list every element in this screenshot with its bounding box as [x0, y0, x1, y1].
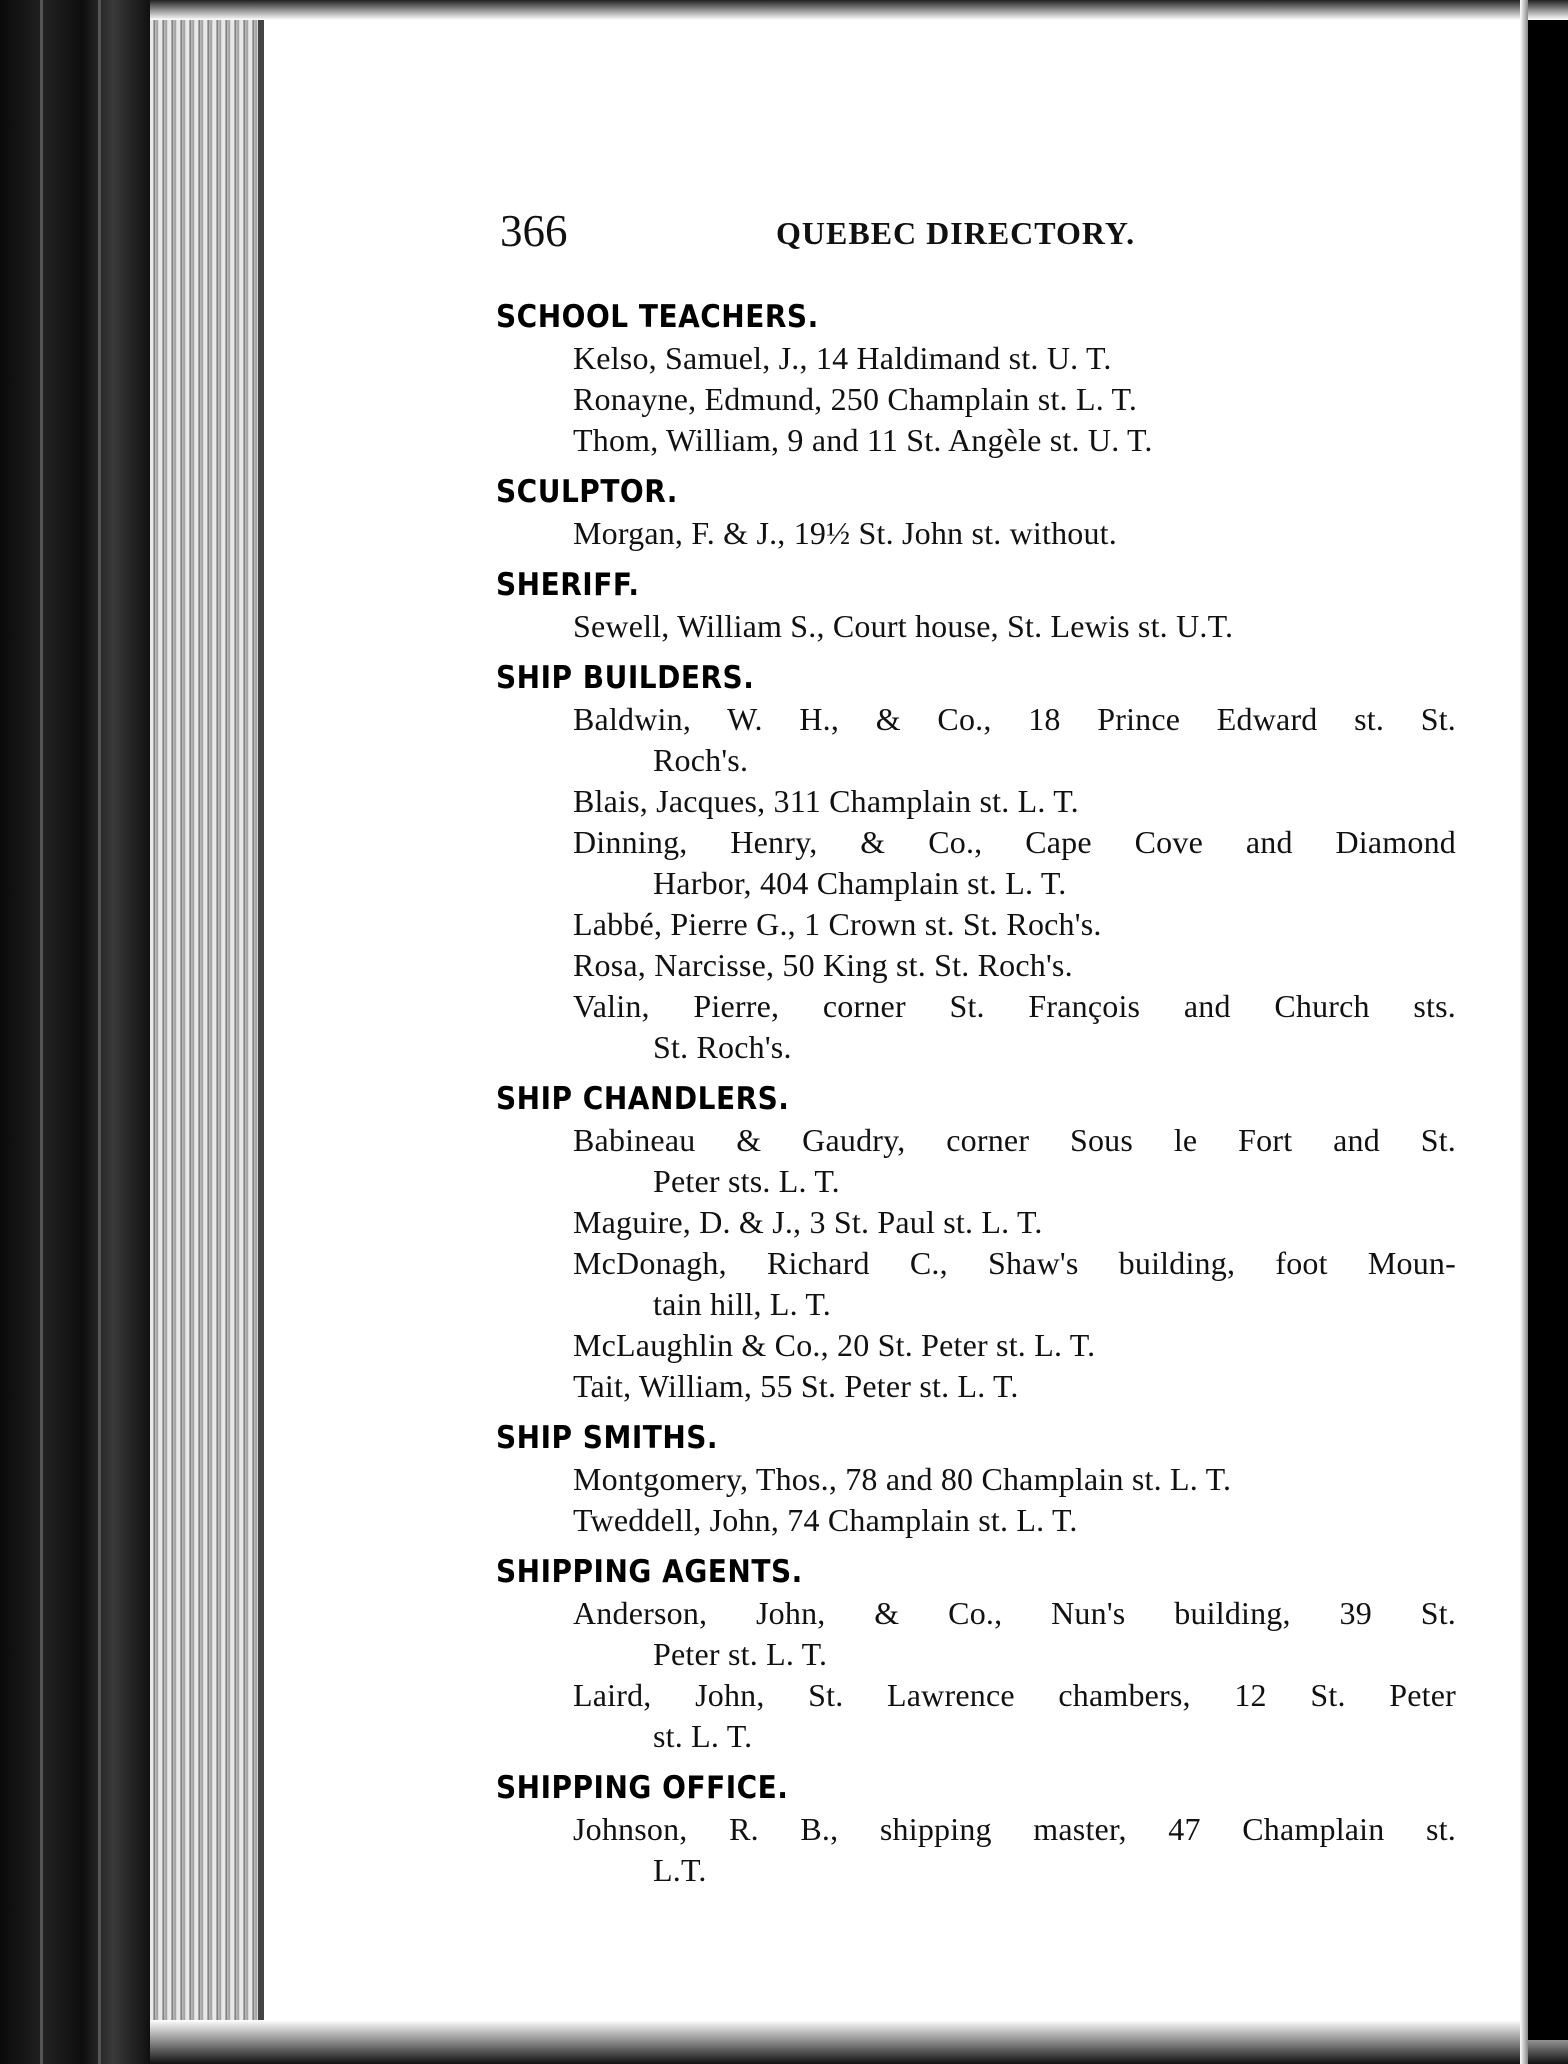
directory-entry: [496, 1459, 1456, 1500]
section-heading: SCULPTOR.: [496, 473, 678, 510]
right-dark-border: [1528, 20, 1568, 2040]
page-border: [258, 0, 264, 2064]
entry-line: McDonagh, Richard C., Shaw's building, foot Moun-: [573, 1245, 1456, 1281]
section-heading: SHIP SMITHS.: [496, 1419, 719, 1456]
entry-continuation-line: L.T.: [653, 1852, 707, 1888]
entry-continuation-line: St. Roch's.: [653, 1029, 792, 1065]
directory-entry: [496, 1500, 1456, 1541]
entry-continuation-line: Harbor, 404 Champlain st. L. T.: [653, 865, 1067, 901]
directory-entry: [496, 822, 1456, 904]
directory-entry: [496, 1675, 1456, 1757]
entry-line: Labbé, Pierre G., 1 Crown st. St. Roch's.: [573, 906, 1102, 942]
entry-continuation-line: Peter st. L. T.: [653, 1636, 828, 1672]
entry-line: Montgomery, Thos., 78 and 80 Champlain st. L. T.: [573, 1461, 1232, 1497]
directory-entry: [496, 945, 1456, 986]
directory-entry: [496, 379, 1456, 420]
entry-continuation-line: Peter sts. L. T.: [653, 1163, 840, 1199]
spine-crease: [98, 0, 101, 2064]
section-heading: SHIPPING OFFICE.: [496, 1769, 789, 1806]
section-heading: SHERIFF.: [496, 566, 640, 603]
directory-entry: [496, 781, 1456, 822]
entry-line: Thom, William, 9 and 11 St. Angèle st. U. T.: [573, 422, 1153, 458]
page-number: 366: [500, 206, 568, 256]
directory-entry: [496, 1325, 1456, 1366]
entry-line: McLaughlin & Co., 20 St. Peter st. L. T.: [573, 1327, 1096, 1363]
entry-line: Sewell, William S., Court house, St. Lewis st. U.T.: [573, 608, 1234, 644]
entry-line: Rosa, Narcisse, 50 King st. St. Roch's.: [573, 947, 1073, 983]
section-heading: SHIPPING AGENTS.: [496, 1553, 803, 1590]
entry-continuation-line: st. L. T.: [653, 1718, 753, 1754]
page-edges: [150, 0, 260, 2064]
book-spine: [0, 0, 150, 2064]
directory-entry: [496, 338, 1456, 379]
entry-line: Morgan, F. & J., 19½ St. John st. without.: [573, 515, 1117, 551]
entry-line: Johnson, R. B., shipping master, 47 Champlain st.: [573, 1811, 1456, 1847]
entry-line: Maguire, D. & J., 3 St. Paul st. L. T.: [573, 1204, 1043, 1240]
entry-continuation-line: tain hill, L. T.: [653, 1286, 831, 1322]
section-heading: SHIP BUILDERS.: [496, 659, 755, 696]
directory-entry: [496, 420, 1456, 461]
right-page-gutter: [1520, 0, 1528, 2064]
page-title: QUEBEC DIRECTORY.: [776, 215, 1136, 251]
directory-entry: [496, 1120, 1456, 1202]
directory-listing: [496, 296, 1456, 1891]
bottom-shadow: [150, 2020, 1568, 2064]
directory-entry: [496, 1366, 1456, 1407]
directory-entry: [496, 1593, 1456, 1675]
entry-line: Tweddell, John, 74 Champlain st. L. T.: [573, 1502, 1078, 1538]
directory-entry: [496, 1243, 1456, 1325]
entry-line: Ronayne, Edmund, 250 Champlain st. L. T.: [573, 381, 1138, 417]
directory-entry: [496, 699, 1456, 781]
entry-line: Blais, Jacques, 311 Champlain st. L. T.: [573, 783, 1079, 819]
entry-line: Laird, John, St. Lawrence chambers, 12 St. Peter: [573, 1677, 1456, 1713]
entry-line: Baldwin, W. H., & Co., 18 Prince Edward st. St.: [573, 701, 1456, 737]
entry-line: Kelso, Samuel, J., 14 Haldimand st. U. T.: [573, 340, 1112, 376]
entry-line: Anderson, John, & Co., Nun's building, 39 St.: [573, 1595, 1456, 1631]
entry-line: Tait, William, 55 St. Peter st. L. T.: [573, 1368, 1019, 1404]
entry-line: Babineau & Gaudry, corner Sous le Fort and St.: [573, 1122, 1456, 1158]
entry-line: Valin, Pierre, corner St. François and Church sts.: [573, 988, 1456, 1024]
section-heading: SCHOOL TEACHERS.: [496, 298, 819, 335]
entry-continuation-line: Roch's.: [653, 742, 749, 778]
directory-entry: [496, 986, 1456, 1068]
entry-line: Dinning, Henry, & Co., Cape Cove and Diamond: [573, 824, 1456, 860]
spine-crease: [40, 0, 43, 2064]
top-shadow: [150, 0, 1568, 20]
directory-entry: [496, 1809, 1456, 1891]
directory-entry: [496, 513, 1456, 554]
directory-entry: [496, 1202, 1456, 1243]
page-header: [500, 205, 1220, 265]
directory-entry: [496, 606, 1456, 647]
section-heading: SHIP CHANDLERS.: [496, 1080, 790, 1117]
directory-entry: [496, 904, 1456, 945]
